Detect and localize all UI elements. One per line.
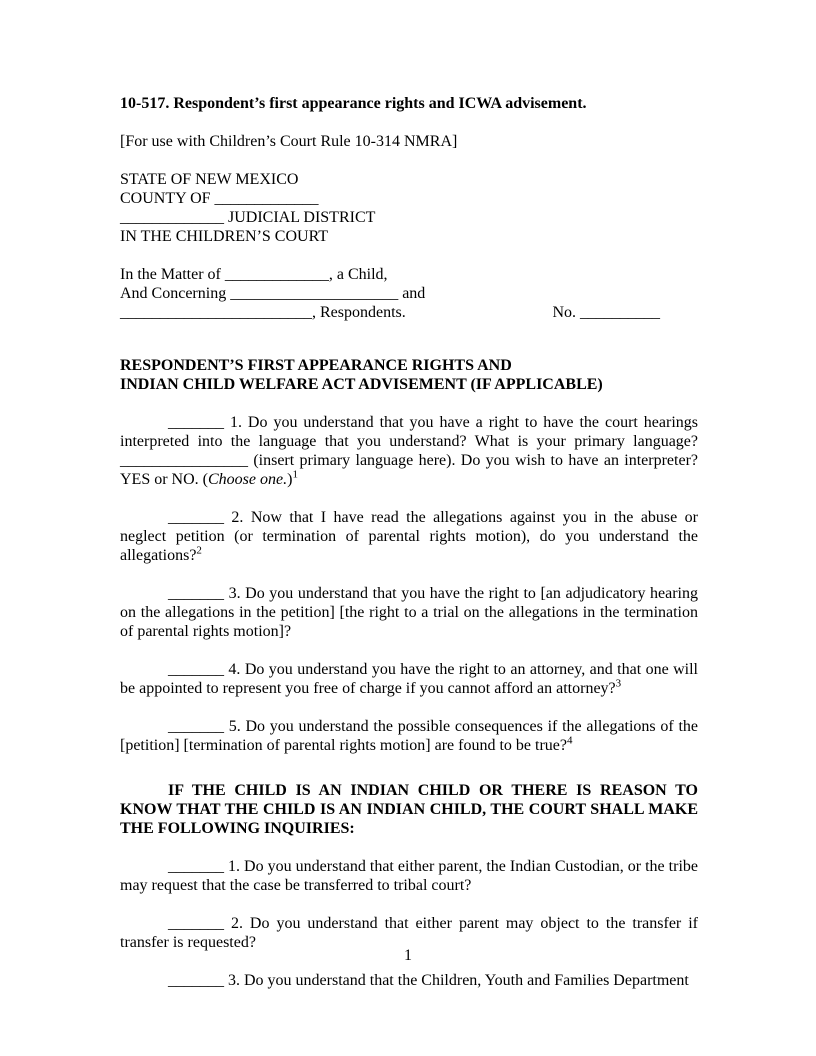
form-heading-line1: RESPONDENT’S FIRST APPEARANCE RIGHTS AND <box>120 357 512 374</box>
question-paragraph-3 <box>120 584 698 641</box>
form-heading-block <box>120 356 698 394</box>
court-county-blank: COUNTY OF _____________ <box>120 190 319 207</box>
court-judicial-district-blank: _____________ JUDICIAL DISTRICT <box>120 209 376 226</box>
icwa-question-paragraph-3 <box>120 971 698 990</box>
caption-matter-line: In the Matter of _____________, a Child, <box>120 266 388 283</box>
court-name: IN THE CHILDREN’S COURT <box>120 228 329 245</box>
question-4-text: _______ 4. Do you understand you have the right to an attorney, and that one will be appointed to represent you free of charge if you cannot afford an attorney? <box>120 661 698 697</box>
question-paragraph-5 <box>120 717 698 755</box>
icwa-question-1-text: _______ 1. Do you understand that either parent, the Indian Custodian, or the tribe may request that the case be transferred to tribal court? <box>120 858 698 894</box>
court-state: STATE OF NEW MEXICO <box>120 171 299 188</box>
icwa-question-paragraph-1 <box>120 857 698 895</box>
case-caption-block <box>120 265 698 322</box>
question-5-text: _______ 5. Do you understand the possible consequences if the allegations of the [petition] [termination of parental rights motion] are found to be true? <box>120 718 698 754</box>
question-3-text: _______ 3. Do you understand that you have the right to [an adjudicatory hearing on the allegations in the petition] [the right to a trial on the allegations in the termination of parental rights motion]? <box>120 585 698 640</box>
question-1-text-after: ) <box>287 471 293 488</box>
footnote-ref-1: 1 <box>292 468 298 481</box>
question-paragraph-2 <box>120 508 698 565</box>
form-heading-line2: INDIAN CHILD WELFARE ACT ADVISEMENT (IF APPLICABLE) <box>120 376 603 393</box>
caption-concerning-line: And Concerning _____________________ and <box>120 285 426 302</box>
rule-reference: [For use with Children’s Court Rule 10-314 NMRA] <box>120 133 458 150</box>
court-header-block <box>120 170 698 246</box>
question-paragraph-1 <box>120 413 698 489</box>
page-number: 1 <box>404 947 412 964</box>
icwa-question-2-text: _______ 2. Do you understand that either parent may object to the transfer if transfer is requested? <box>120 915 698 951</box>
document-title: 10-517. Respondent’s first appearance rights and ICWA advisement. <box>120 95 587 112</box>
question-1-italic: Choose one. <box>208 471 288 488</box>
footnote-ref-4: 4 <box>566 734 573 747</box>
caption-respondents-line: ________________________, Respondents. <box>120 304 406 321</box>
question-paragraph-4 <box>120 660 698 698</box>
footnote-ref-2: 2 <box>196 544 202 557</box>
case-number-blank: No. __________ <box>552 304 660 321</box>
icwa-heading: IF THE CHILD IS AN INDIAN CHILD OR THERE IS REASON TO KNOW THAT THE CHILD IS AN INDIAN CHILD, THE COURT SHALL MAKE THE FOLLOWING INQUIRIES: <box>120 782 698 837</box>
caption-respondents-row <box>120 303 698 322</box>
footnote-ref-3: 3 <box>615 677 622 690</box>
question-1-text: _______ 1. Do you understand that you have a right to have the court hearings interpreted into the language that you understand? What is your primary language? ________________ (insert primary language here). Do you wish to have an interpreter? YES or NO. ( <box>120 414 698 488</box>
question-2-text: _______ 2. Now that I have read the allegations against you in the abuse or neglect petition (or termination of parental rights motion), do you understand the allegations? <box>120 509 698 564</box>
icwa-question-3-text: _______ 3. Do you understand that the Children, Youth and Families Department <box>168 972 689 989</box>
